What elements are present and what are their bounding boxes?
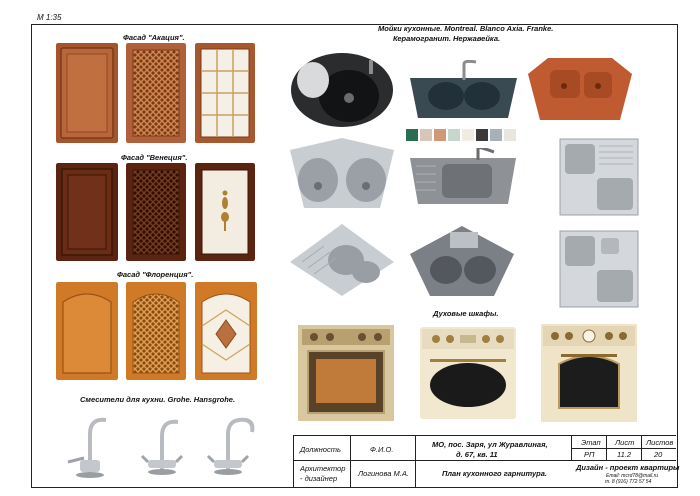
name-header: Ф.И.О. — [370, 445, 394, 454]
facade-acacia-caption: Фасад "Акация". — [123, 33, 185, 42]
address-line2: д. 67, кв. 11 — [456, 450, 498, 459]
color-swatch — [462, 129, 474, 141]
sink-corner-steel — [288, 138, 396, 210]
sheets-total-value: 20 — [654, 450, 663, 459]
mixer-3-image — [202, 412, 258, 480]
sheet-label: Лист — [615, 438, 635, 447]
sink-grey-drainer — [408, 148, 518, 206]
facade-florence-glass — [195, 282, 257, 380]
address-line1: МО, пос. Заря, ул Журавлиная, — [432, 440, 548, 449]
oven-cream — [420, 327, 516, 419]
oven-ivory — [541, 324, 637, 422]
sink-corner-steel-drainer — [288, 222, 396, 298]
facade-acacia-glass — [195, 43, 255, 143]
stage-value: РП — [584, 450, 595, 459]
facade-florence-caption: Фасад "Флоренция". — [117, 270, 194, 279]
scale-label: М 1:35 — [37, 13, 62, 22]
sinks-caption-line2: Керамогранит. Нержавейка. — [393, 34, 501, 43]
sheet-title: План кухонного гарнитура. — [442, 469, 547, 478]
facade-venezia-caption: Фасад "Венеция". — [121, 153, 188, 162]
facade-acacia-solid — [56, 43, 118, 143]
facade-acacia-lattice — [126, 43, 186, 143]
facade-venezia-glass — [195, 163, 255, 261]
color-swatch — [406, 129, 418, 141]
facade-florence-solid — [56, 282, 118, 380]
color-swatch — [448, 129, 460, 141]
color-swatches — [406, 129, 526, 143]
position-header: Должность — [300, 445, 341, 454]
mixers-caption: Смесители для кухни. Grohe. Hansgrohe. — [80, 395, 236, 404]
facade-venezia-solid — [56, 163, 118, 261]
sinks-caption-line1: Мойки кухонные. Montreal. Blanco Axia. Franke. — [378, 24, 554, 33]
mixer-2-image — [138, 412, 188, 480]
color-swatch — [504, 129, 516, 141]
color-swatch — [420, 129, 432, 141]
facade-venezia-lattice — [126, 163, 186, 261]
sink-corner-terracotta — [526, 56, 634, 126]
mixer-1-image — [62, 412, 112, 480]
role-line1: Архитектор — [300, 464, 346, 473]
stage-label: Этап — [581, 438, 601, 447]
facade-florence-lattice — [126, 282, 186, 380]
sheet-value: 11.2 — [617, 450, 632, 459]
sink-double-steel-wide — [559, 138, 639, 216]
sheets-total-label: Листов — [646, 438, 674, 447]
sink-double-dark — [406, 60, 521, 120]
sink-corner-grey — [406, 222, 518, 298]
oven-brass — [298, 325, 394, 421]
company-name: Дизайн - проект квартиры — [576, 463, 680, 472]
color-swatch — [434, 129, 446, 141]
sink-double-steel-compact — [559, 230, 639, 308]
designer-name: Логинова М.А. — [358, 469, 409, 478]
title-block — [293, 435, 680, 487]
contact-email: Email: mcrd78@mail.ru — [606, 473, 659, 479]
sink-round-black — [289, 50, 395, 130]
contact-phone: т. 8 (916) 772 57 54 — [605, 479, 652, 485]
color-swatch — [490, 129, 502, 141]
ovens-caption: Духовые шкафы. — [433, 309, 499, 318]
color-swatch — [476, 129, 488, 141]
role-line2: - дизайнер — [300, 474, 338, 483]
